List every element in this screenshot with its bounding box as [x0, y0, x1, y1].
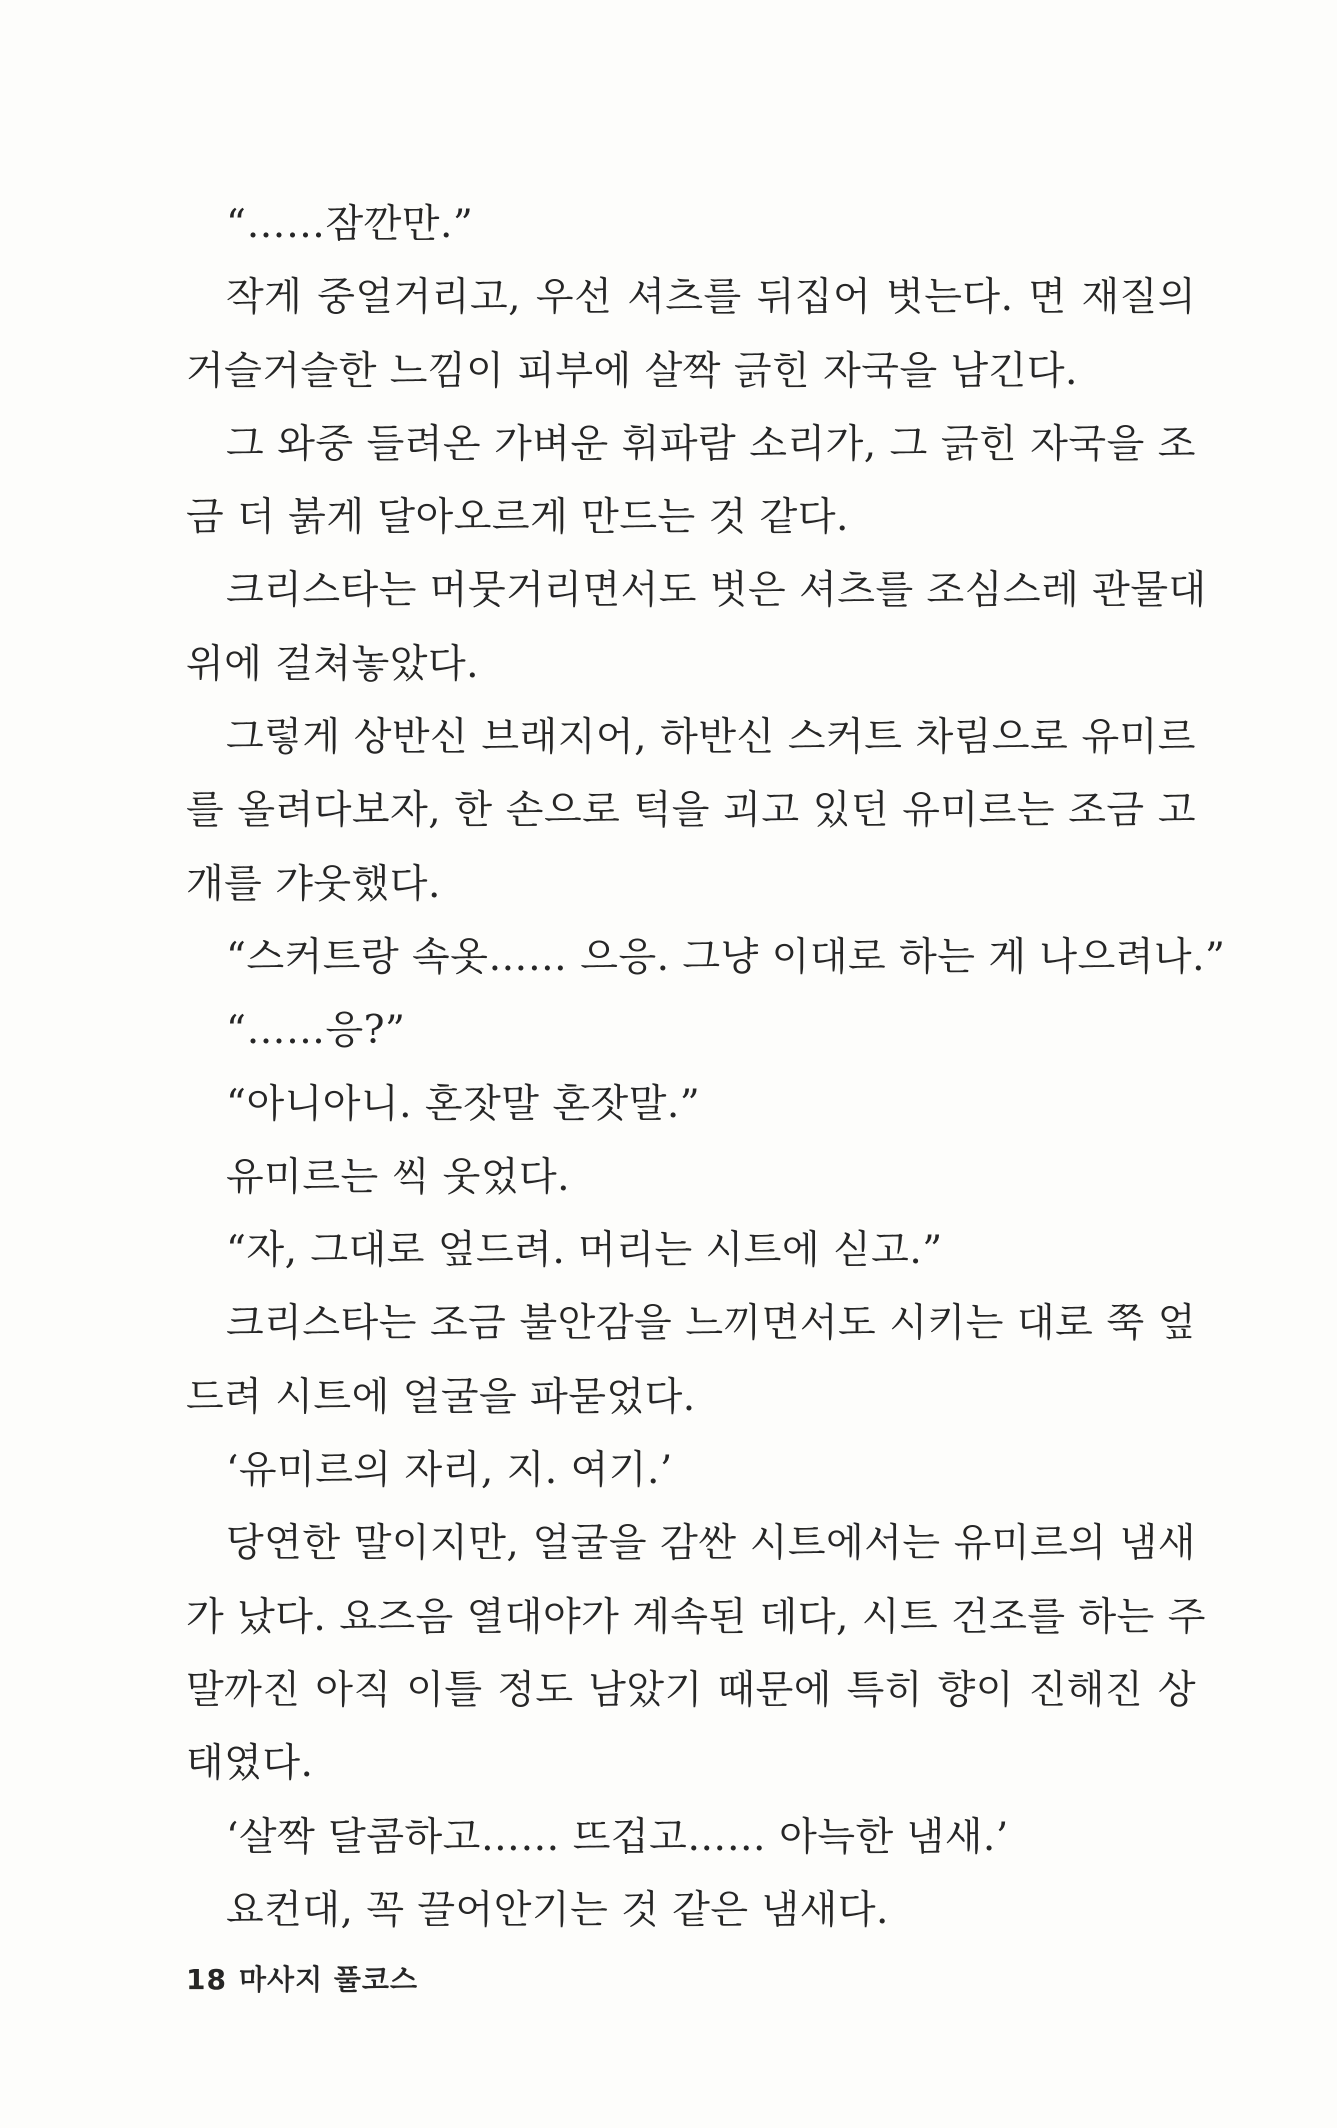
text-line: 작게 중얼거리고, 우선 셔츠를 뒤집어 벗는다. 면 재질의: [226, 275, 1196, 321]
text-line: 드려 시트에 얼굴을 파묻었다.: [186, 1374, 696, 1420]
text-line: 금 더 붉게 달아오르게 만드는 것 같다.: [186, 495, 849, 541]
text-line: “……잠깐만.”: [226, 202, 474, 247]
text-line: 크리스타는 머뭇거리면서도 벗은 셔츠를 조심스레 관물대: [226, 568, 1207, 614]
text-line: 크리스타는 조금 불안감을 느끼면서도 시키는 대로 쭉 엎: [226, 1301, 1196, 1347]
text-line: 당연한 말이지만, 얼굴을 감싼 시트에서는 유미르의 냄새: [226, 1521, 1196, 1567]
text-line: 말까진 아직 이틀 정도 남았기 때문에 특히 향이 진해진 상: [186, 1667, 1196, 1713]
text-line: “아니아니. 혼잣말 혼잣말.”: [226, 1081, 701, 1127]
text-line: 그렇게 상반신 브래지어, 하반신 스커트 차림으로 유미르: [226, 715, 1196, 761]
text-line: “스커트랑 속옷…… 으응. 그냥 이대로 하는 게 나으려나.”: [226, 934, 1226, 980]
text-line: 그 와중 들려온 가벼운 휘파람 소리가, 그 긁힌 자국을 조: [226, 421, 1196, 467]
page-number: 18: [186, 1963, 227, 1996]
text-line: 요컨대, 꼭 끌어안기는 것 같은 냄새다.: [226, 1887, 889, 1933]
book-title: 마사지 풀코스: [238, 1963, 419, 1996]
text-line: ‘살짝 달콤하고…… 뜨겁고…… 아늑한 냄새.’: [226, 1814, 1009, 1860]
text-line: “자, 그대로 엎드려. 머리는 시트에 싣고.”: [226, 1228, 943, 1274]
text-line: 거슬거슬한 느낌이 피부에 살짝 긁힌 자국을 남긴다.: [186, 348, 1078, 394]
text-line: 를 올려다보자, 한 손으로 턱을 괴고 있던 유미르는 조금 고: [186, 788, 1196, 834]
page-footer: [186, 1958, 418, 1998]
text-line: “……응?”: [226, 1008, 406, 1054]
text-line: ‘유미르의 자리, 지. 여기.’: [226, 1448, 673, 1494]
text-line: 개를 갸웃했다.: [186, 861, 441, 907]
text-line: 유미르는 씩 웃었다.: [226, 1154, 571, 1200]
text-line: 가 났다. 요즈음 열대야가 계속된 데다, 시트 건조를 하는 주: [186, 1594, 1206, 1640]
body-text: [186, 188, 1226, 1947]
text-line: 위에 걸쳐놓았다.: [186, 641, 480, 687]
text-line: 태였다.: [186, 1741, 314, 1787]
